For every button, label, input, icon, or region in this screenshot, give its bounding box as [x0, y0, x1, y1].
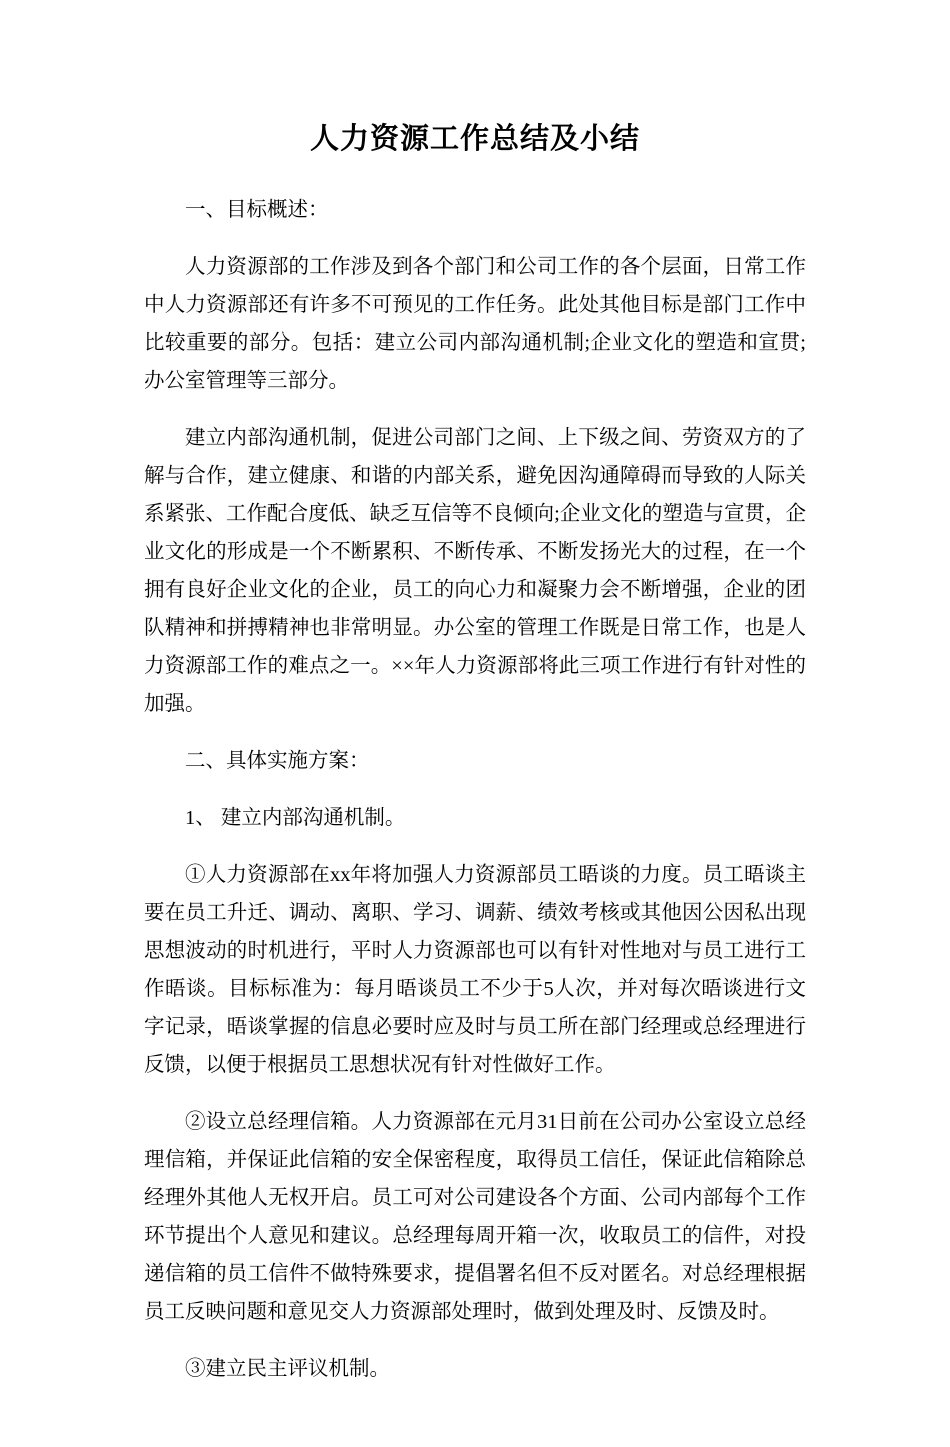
paragraph-goals-overview: 人力资源部的工作涉及到各个部门和公司工作的各个层面，日常工作中人力资源部还有许多不可预见的工作任务。此处其他目标是部门工作中比较重要的部分。包括：建立公司内部沟通机制;企业文化的塑造和宣贯;办公室管理等三部分。 [144, 256, 806, 392]
paragraph-gm-mailbox: ②设立总经理信箱。人力资源部在元月31日前在公司办公室设立总经理信箱，并保证此信箱的安全保密程度，取得员工信任，保证此信箱除总经理外其他人无权开启。员工可对公司建设各个方面、公司内部每个工作环节提出个人意见和建议。总经理每周开箱一次，收取员工的信件，对投递信箱的员工信件不做特殊要求，提倡署名但不反对匿名。对总经理根据员工反映问题和意见交人力资源部处理时，做到处理及时、反馈及时。 [144, 1111, 806, 1323]
document-title: 人力资源工作总结及小结 [309, 123, 640, 155]
paragraph-goals-detail: 建立内部沟通机制，促进公司部门之间、上下级之间、劳资双方的了解与合作，建立健康、和谐的内部关系，避免因沟通障碍而导致的人际关系紧张、工作配合度低、缺乏互信等不良倾向;企业文化的塑造与宣贯，企业文化的形成是一个不断累积、不断传承、不断发扬光大的过程，在一个拥有良好企业文化的企业，员工的向心力和凝聚力会不断增强，企业的团队精神和拼搏精神也非常明显。办公室的管理工作既是日常工作，也是人力资源部工作的难点之一。××年人力资源部将此三项工作进行有针对性的加强。 [144, 427, 806, 715]
section-heading-implementation: 二、具体实施方案： [185, 750, 370, 772]
section-heading-goals: 一、目标概述： [185, 199, 329, 221]
paragraph-democratic-review: ③建立民主评议机制。 [185, 1358, 390, 1380]
paragraph-employee-interview: ①人力资源部在xx年将加强人力资源部员工晤谈的力度。员工晤谈主要在员工升迁、调动、离职、学习、调薪、绩效考核或其他因公因私出现思想波动的时机进行，平时人力资源部也可以有针对性地对与员工进行工作晤谈。目标标准为：每月晤谈员工不少于5人次，并对每次晤谈进行文字记录，晤谈掌握的信息必要时应及时与员工所在部门经理或总经理进行反馈，以便于根据员工思想状况有针对性做好工作。 [144, 864, 806, 1076]
list-item-communication-mechanism: 1、 建立内部沟通机制。 [185, 807, 406, 829]
